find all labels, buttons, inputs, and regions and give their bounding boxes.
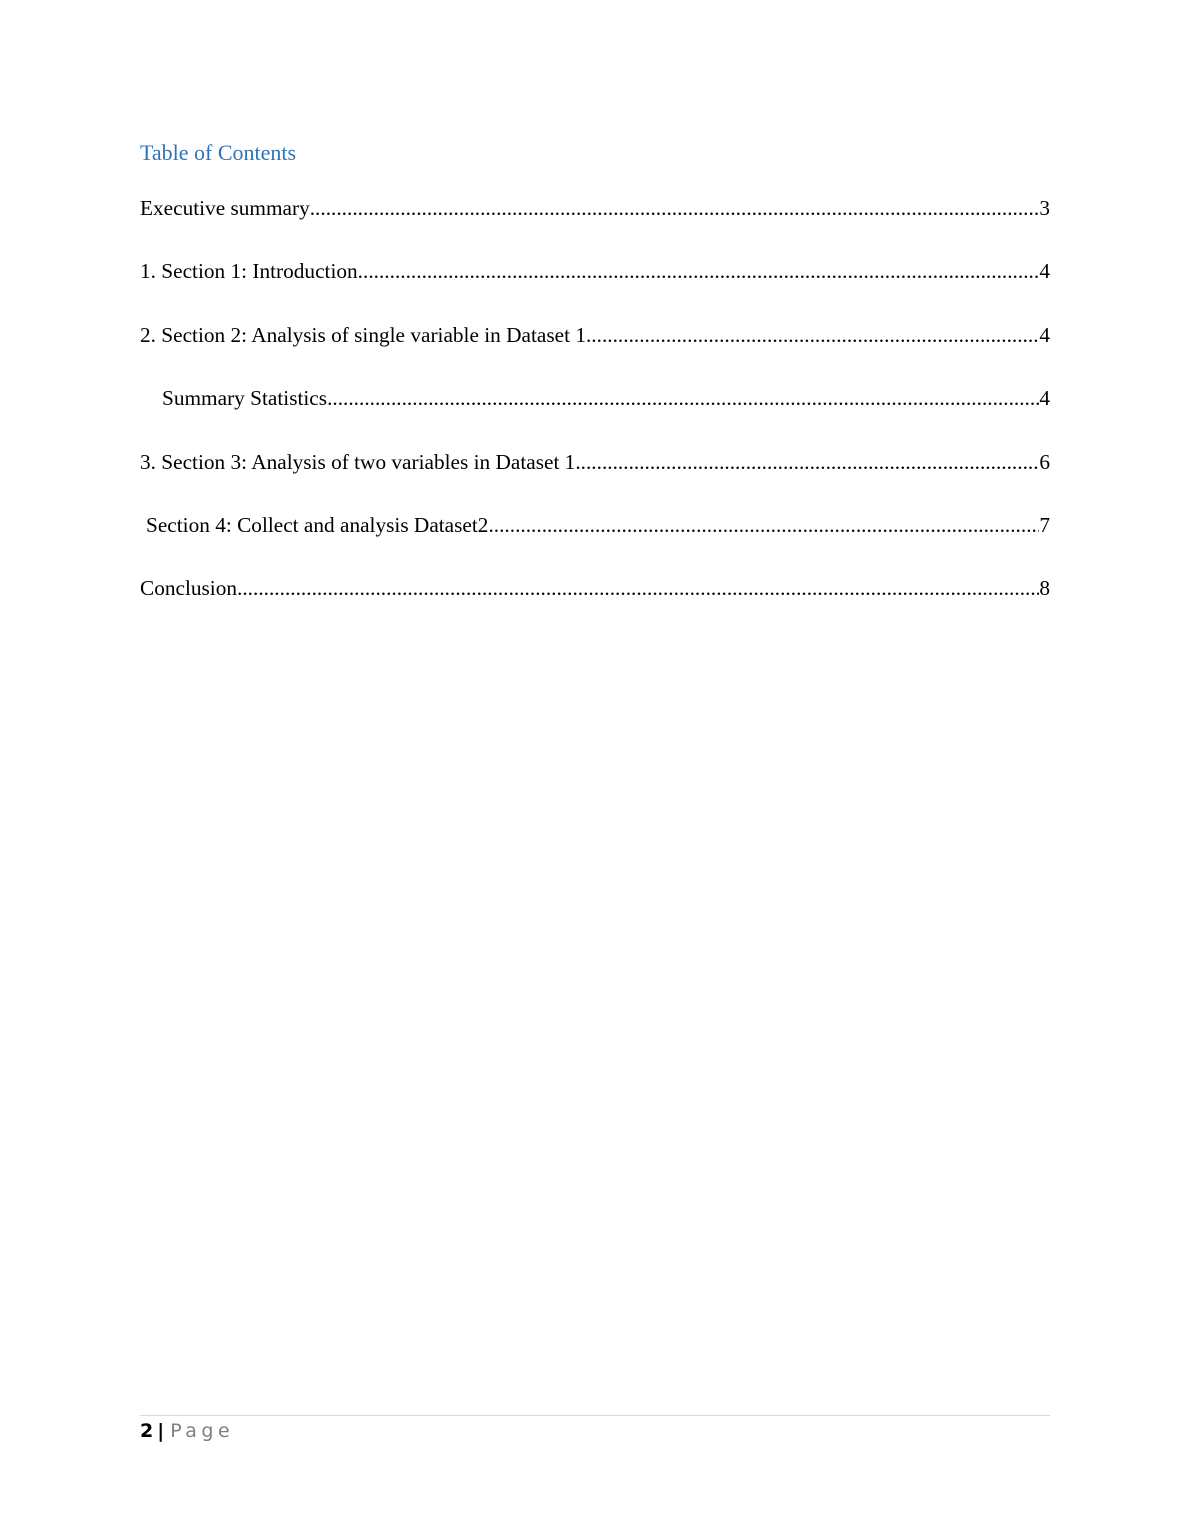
toc-entry-page: 3 xyxy=(1039,196,1050,220)
toc-entry-summary-statistics[interactable] xyxy=(140,384,1050,412)
toc-entry-single-variable-analysis[interactable] xyxy=(140,321,1050,349)
footer-divider xyxy=(140,1415,1050,1416)
toc-entry-dataset2[interactable] xyxy=(140,511,1050,539)
toc-heading: Table of Contents xyxy=(140,140,297,165)
toc-entry-title: 3. Section 3: Analysis of two variables in Dataset 1 xyxy=(140,449,576,474)
toc-entry-page: 4 xyxy=(1039,386,1050,411)
toc-entry-title: Summary Statistics xyxy=(162,386,328,411)
toc-entry-title: Conclusion xyxy=(140,576,238,601)
page-footer xyxy=(140,1419,234,1443)
toc-dot-leader xyxy=(358,257,1040,285)
toc-dot-leader xyxy=(310,194,1040,222)
toc-entry-introduction[interactable] xyxy=(140,257,1050,285)
toc-entry-executive-summary[interactable] xyxy=(140,194,1050,222)
toc-dot-leader xyxy=(237,574,1039,602)
toc-entry-page: 8 xyxy=(1039,576,1050,601)
toc-entry-page: 7 xyxy=(1039,512,1050,537)
toc-dot-leader xyxy=(586,321,1039,349)
toc-list xyxy=(140,194,1050,638)
toc-entry-title: 2. Section 2: Analysis of single variable in Dataset 1 xyxy=(140,322,586,347)
footer-page-label: Page xyxy=(170,1420,235,1442)
footer-separator: | xyxy=(157,1420,165,1442)
toc-dot-leader xyxy=(488,511,1039,539)
footer-page-number: 2 xyxy=(140,1420,154,1442)
toc-entry-page: 4 xyxy=(1039,259,1050,284)
toc-entry-title: Executive summary xyxy=(140,196,310,220)
toc-entry-two-variable-analysis[interactable] xyxy=(140,448,1050,476)
toc-entry-title: 1. Section 1: Introduction xyxy=(140,259,358,284)
toc-entry-page: 4 xyxy=(1039,322,1050,347)
toc-dot-leader xyxy=(575,448,1039,476)
toc-entry-page: 6 xyxy=(1039,449,1050,474)
toc-entry-conclusion[interactable] xyxy=(140,574,1050,602)
toc-dot-leader xyxy=(327,384,1039,412)
toc-entry-title: Section 4: Collect and analysis Dataset2 xyxy=(146,512,489,537)
